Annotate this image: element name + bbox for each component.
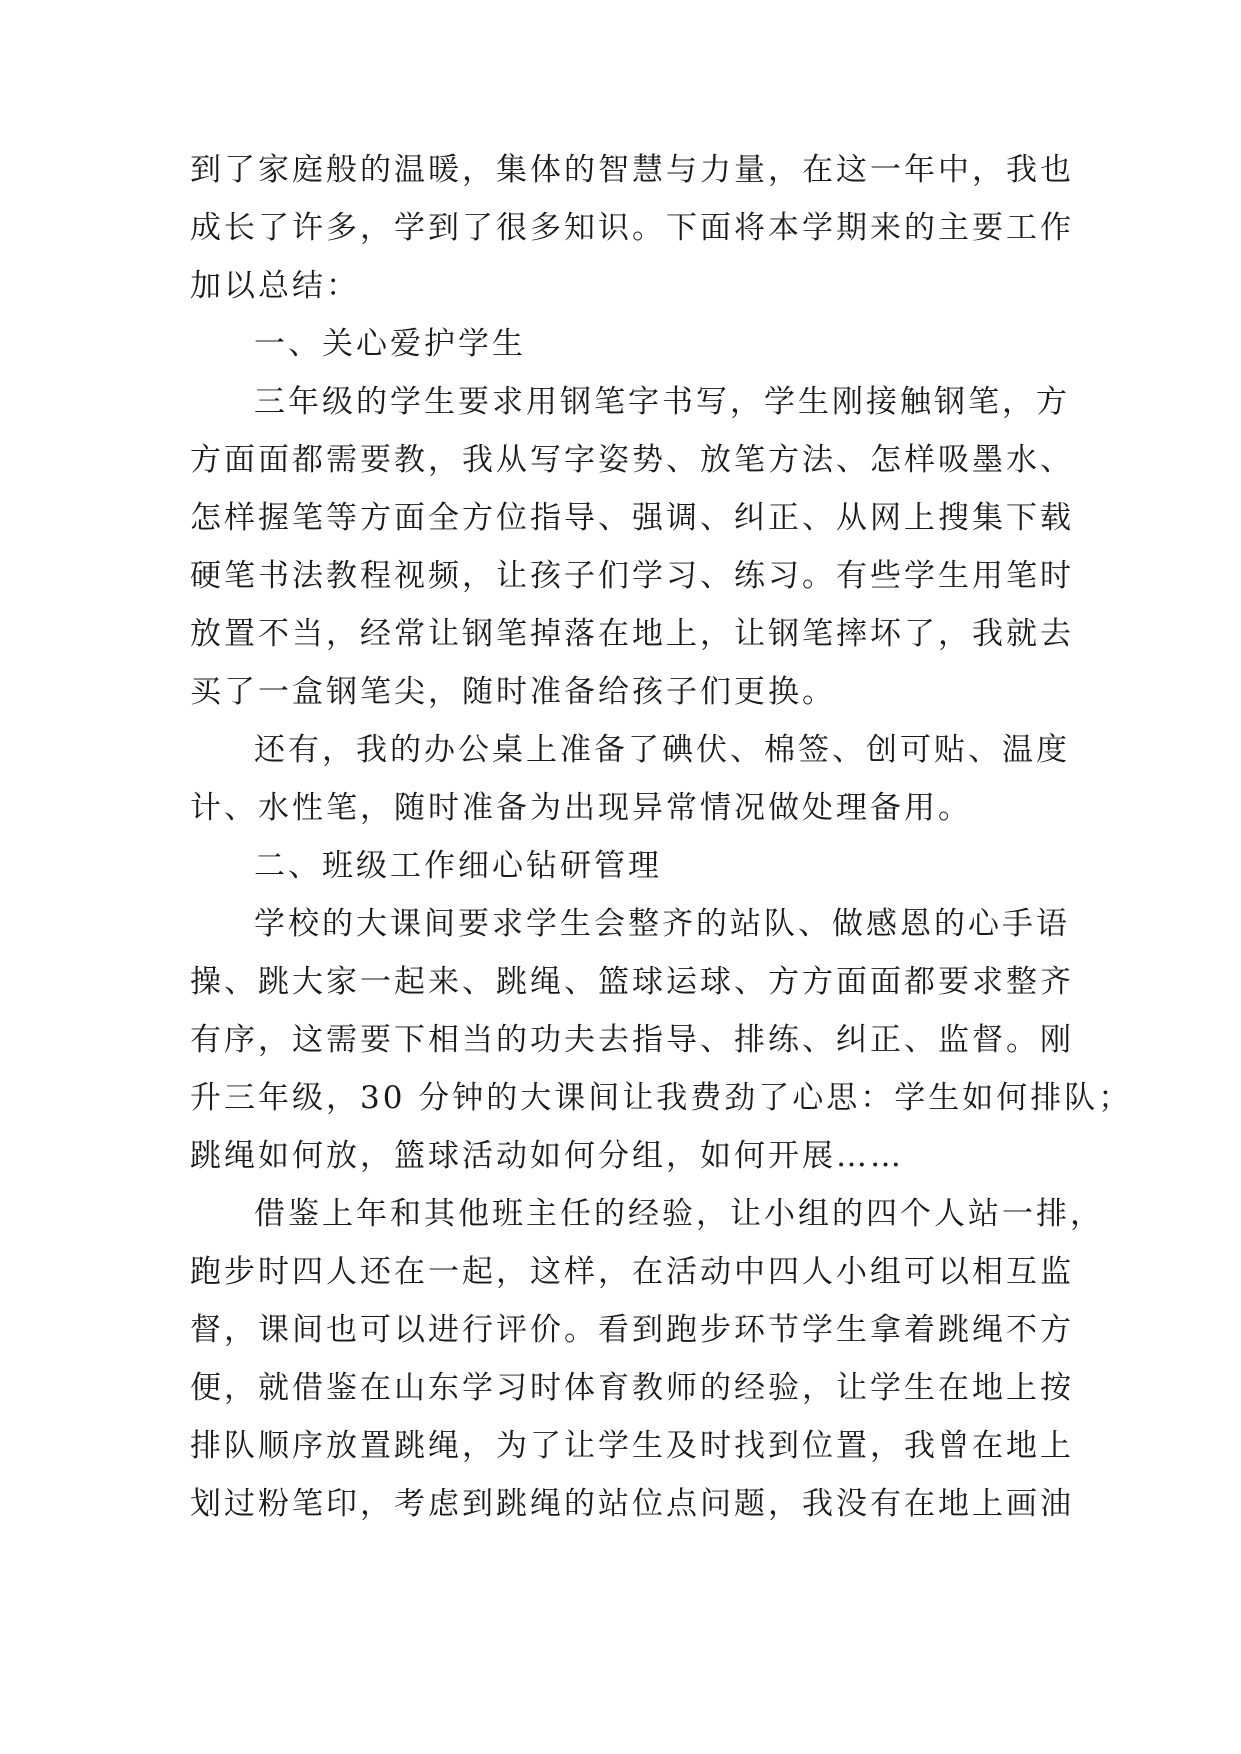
paragraph-line: 成长了许多，学到了很多知识。下面将本学期来的主要工作 xyxy=(190,210,1074,246)
paragraph-line: 怎样握笔等方面全方位指导、强调、纠正、从网上搜集下载 xyxy=(190,500,1074,536)
paragraph-line: 升三年级，30 分钟的大课间让我费劲了心思：学生如何排队； xyxy=(190,1080,1133,1116)
paragraph-line: 放置不当，经常让钢笔掉落在地上，让钢笔摔坏了，我就去 xyxy=(190,616,1074,652)
paragraph-line: 督，课间也可以进行评价。看到跑步环节学生拿着跳绳不方 xyxy=(190,1312,1074,1348)
paragraph-line: 学校的大课间要求学生会整齐的站队、做感恩的心手语 xyxy=(254,906,1070,942)
paragraph-line: 跑步时四人还在一起，这样，在活动中四人小组可以相互监 xyxy=(190,1254,1074,1290)
paragraph-line: 还有，我的办公桌上准备了碘伏、棉签、创可贴、温度 xyxy=(254,732,1070,768)
paragraph-line: 有序，这需要下相当的功夫去指导、排练、纠正、监督。刚 xyxy=(190,1022,1074,1058)
paragraph-line: 买了一盒钢笔尖，随时准备给孩子们更换。 xyxy=(190,674,836,710)
paragraph-line: 方面面都需要教，我从写字姿势、放笔方法、怎样吸墨水、 xyxy=(190,442,1074,478)
paragraph-line: 加以总结： xyxy=(190,268,360,304)
paragraph-line: 便，就借鉴在山东学习时体育教师的经验，让学生在地上按 xyxy=(190,1370,1074,1406)
section-heading: 二、班级工作细心钻研管理 xyxy=(254,848,662,884)
paragraph-line: 计、水性笔，随时准备为出现异常情况做处理备用。 xyxy=(190,790,972,826)
paragraph-line: 借鉴上年和其他班主任的经验，让小组的四个人站一排， xyxy=(254,1196,1104,1232)
paragraph-line: 到了家庭般的温暖，集体的智慧与力量，在这一年中，我也 xyxy=(190,152,1074,188)
section-heading: 一、关心爱护学生 xyxy=(254,326,526,362)
paragraph-line: 操、跳大家一起来、跳绳、篮球运球、方方面面都要求整齐 xyxy=(190,964,1074,1000)
paragraph-line: 排队顺序放置跳绳，为了让学生及时找到位置，我曾在地上 xyxy=(190,1428,1074,1464)
paragraph-line: 三年级的学生要求用钢笔字书写，学生刚接触钢笔，方 xyxy=(254,384,1070,420)
paragraph-line: 划过粉笔印，考虑到跳绳的站位点问题，我没有在地上画油 xyxy=(190,1486,1074,1522)
paragraph-line: 硬笔书法教程视频，让孩子们学习、练习。有些学生用笔时 xyxy=(190,558,1074,594)
paragraph-line: 跳绳如何放，篮球活动如何分组，如何开展…… xyxy=(190,1138,904,1174)
